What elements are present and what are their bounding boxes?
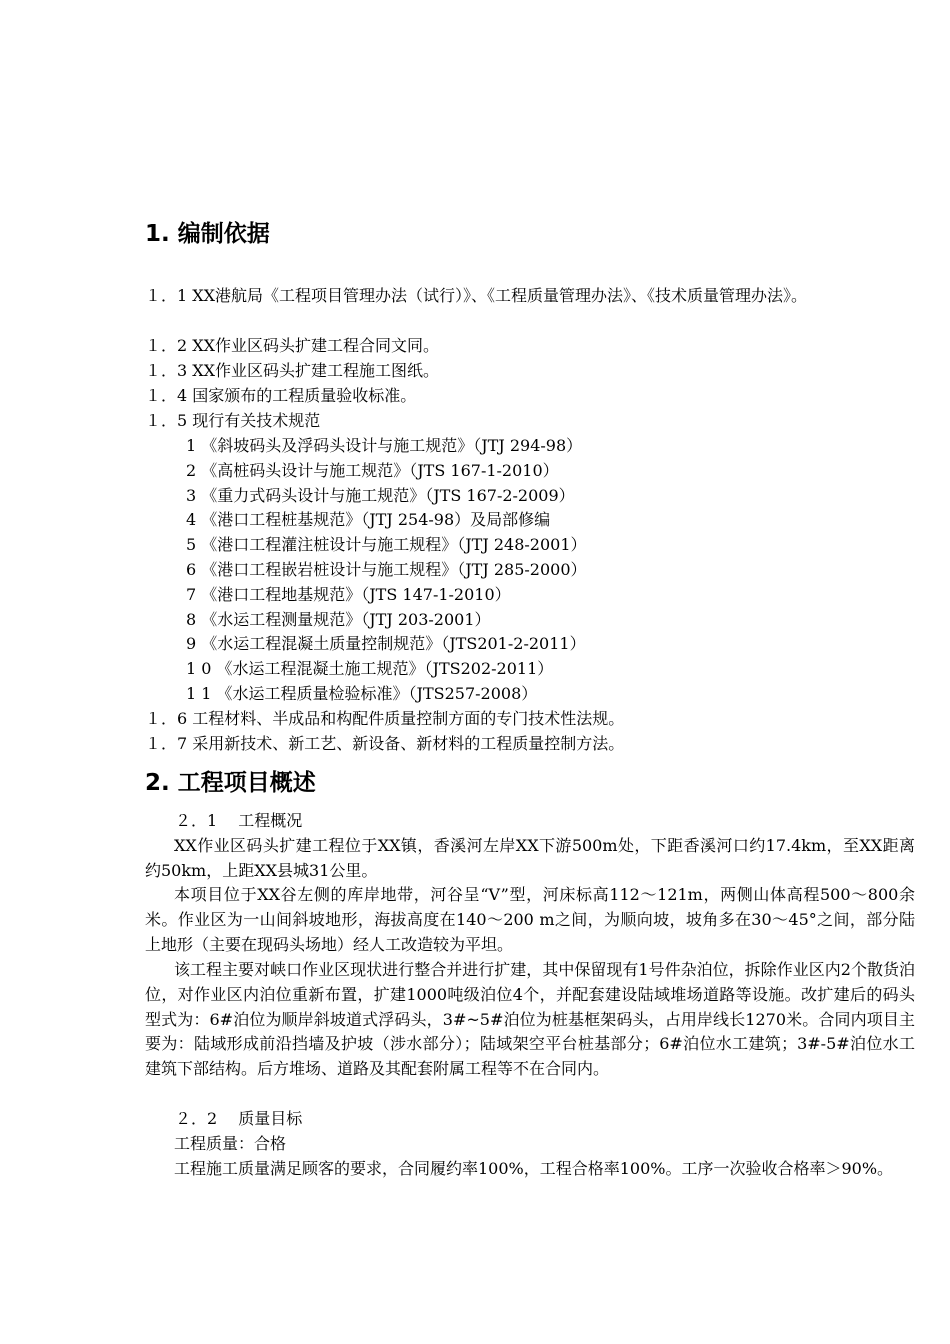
overview-paragraph-3: 该工程主要对峡口作业区现状进行整合并进行扩建，其中保留现有1号件杂泊位，拆除作业区内2个散货泊位，对作业区内泊位重新布置，扩建1000吨级泊位4个，并配套建设陆域堆场道路等设施。改扩建后的码头型式为：6#泊位为顺岸斜坡道式浮码头，3#~5#泊位为桩基框架码头，占用岸线长1270米。合同内项目主要为：陆域形成前沿挡墙及护坡（涉水部分）；陆域架空平台桩基部分；6#泊位水工建筑；3#-5#泊位水工建筑下部结构。后方堆场、道路及其配套附属工程等不在合同内。 [145, 960, 915, 1079]
item-1-6: １．6 工程材料、半成品和构配件质量控制方面的专门技术性法规。 [145, 709, 625, 728]
overview-paragraph-1: XX作业区码头扩建工程位于XX镇，香溪河左岸XX下游500m处，下距香溪河口约17.4km，至XX距离约50km，上距XX县城31公里。 [145, 836, 915, 880]
section-1-heading: 1. 编制依据 [145, 221, 270, 247]
section-2-heading: 2. 工程项目概述 [145, 770, 316, 796]
subsection-2-2-title: ２．2 质量目标 [175, 1109, 303, 1128]
standard-item: 5 《港口工程灌注桩设计与施工规程》（JTJ 248-2001） [186, 535, 587, 554]
standard-item: 3 《重力式码头设计与施工规范》（JTS 167-2-2009） [186, 486, 575, 505]
item-1-3: １．3 XX作业区码头扩建工程施工图纸。 [145, 361, 440, 380]
standard-item: 2 《高桩码头设计与施工规范》（JTS 167-1-2010） [186, 461, 559, 480]
overview-paragraph-2: 本项目位于XX谷左侧的库岸地带，河谷呈“V”型，河床标高112～121m，两侧山体高程500～800余米。作业区为一山间斜坡地形，海拔高度在140～200 m之间，为顺向坡，坡角多在30～45°之间，部分陆上地形（主要在现码头场地）经人工改造较为平坦。 [145, 885, 915, 954]
item-1-4: １．4 国家颁布的工程质量验收标准。 [145, 386, 417, 405]
standard-item: 9 《水运工程混凝土质量控制规范》（JTS201-2-2011） [186, 634, 586, 653]
standard-item: 7 《港口工程地基规范》（JTS 147-1-2010） [186, 585, 511, 604]
quality-paragraph: 工程施工质量满足顾客的要求，合同履约率100%，工程合格率100%。工序一次验收合格率＞90%。 [174, 1159, 894, 1178]
standard-item: 8 《水运工程测量规范》（JTJ 203-2001） [186, 610, 491, 629]
standard-item: 1 0 《水运工程混凝土施工规范》（JTS202-2011） [186, 659, 554, 678]
standard-item: 4 《港口工程桩基规范》（JTJ 254-98）及局部修编 [186, 510, 551, 529]
standard-item: 1 1 《水运工程质量检验标准》（JTS257-2008） [186, 684, 538, 703]
standard-item: 1 《斜坡码头及浮码头设计与施工规范》（JTJ 294-98） [186, 436, 583, 455]
quality-level: 工程质量：合格 [174, 1134, 287, 1153]
standard-item: 6 《港口工程嵌岩桩设计与施工规程》（JTJ 285-2000） [186, 560, 587, 579]
subsection-2-1-title: ２．1 工程概况 [175, 811, 303, 830]
item-1-1: １．1 XX港航局《工程项目管理办法（试行）》、《工程质量管理办法》、《技术质量管理办法》。 [145, 286, 808, 305]
item-1-2: １．2 XX作业区码头扩建工程合同文同。 [145, 336, 440, 355]
item-1-5: １．5 现行有关技术规范 [145, 411, 321, 430]
item-1-7: １．7 采用新技术、新工艺、新设备、新材料的工程质量控制方法。 [145, 734, 625, 753]
